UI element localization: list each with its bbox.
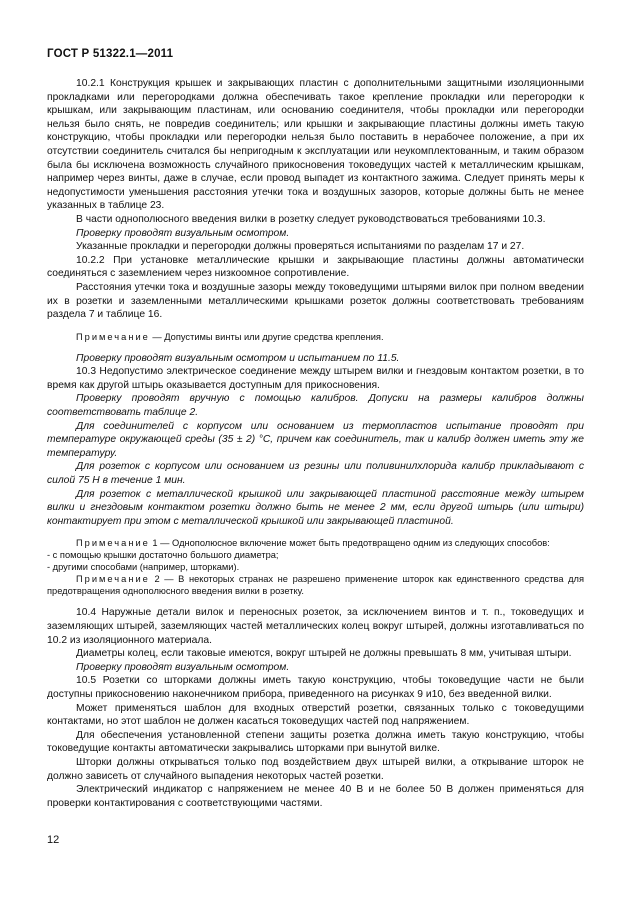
note-2 bbox=[47, 573, 584, 597]
page-number: 12 bbox=[47, 834, 60, 846]
note-text: 2 — В некоторых странах не разрешено применение шторок как единственного средства для предотвращения однополюсного введения вилки в розетку. bbox=[47, 574, 584, 597]
paragraph: Может применяться шаблон для входных отверстий розетки, связанных только с токоведущими контактами, но этот шаблон не должен касаться токоведущих частей под напряжением. bbox=[47, 702, 584, 728]
note-label: Примечание bbox=[76, 574, 150, 585]
check-paragraph: Для розеток с металлической крышкой или закрывающей пластиной расстояние между штырем вилки и гнездовым контактом розетки должно быть не менее 2 мм, если другой штырь (или штыри) контактирует при этом с металлической крышкой или закрывающей пластиной. bbox=[47, 488, 584, 527]
check-paragraph: Проверку проводят визуальным осмотром. bbox=[76, 661, 290, 673]
check-paragraph: Проверку проводят визуальным осмотром и испытанием по 11.5. bbox=[76, 352, 400, 364]
paragraph: Диаметры колец, если таковые имеются, вокруг штырей не должны превышать 8 мм, учитывая штыри. bbox=[76, 648, 572, 660]
paragraph: В части однополюсного введения вилки в розетку следует руководствоваться требованиями 10.3. bbox=[76, 213, 546, 225]
paragraph: 10.2.1 Конструкция крышек и закрывающих пластин с дополнительными защитными изоляционными прокладками или перегородками должна обеспечивать такое крепление прокладки или перегородки к крышкам, или закрывающим пластинам, или основанию соединителя, чтобы прокладки или перегородки нельзя было снять, не повредив соединитель; или крышки и закрывающие пластины должны иметь такую конструкцию, чтобы прокладки или перегородки нельзя было поставить в нерабочее положение, а при их отсутствии соединитель считался бы непригодным к эксплуатации или неукомплектованным, и таким образом была бы исключена возможность случайного прикосновения токоведущих частей к металлическим крышкам, например через винты, даже в случае, если провод выпадет из контактного зажима. Следует принять меры к недопустимости уменьшения расстояния утечки тока и воздушных зазоров, которые должны быть не менее указанных в таблице 23. bbox=[47, 78, 584, 212]
paragraph: Электрический индикатор с напряжением не менее 40 В и не более 50 В должен применяться для проверки контактирования с соответствующими частями. bbox=[47, 784, 584, 809]
paragraph: 10.2.2 При установке металлические крышки и закрывающие пластины должны автоматически соединяться с заземлением через низкоомное сопротивление. bbox=[47, 254, 584, 280]
list-item: - с помощью крышки достаточно большого диаметра; bbox=[47, 550, 279, 561]
note-label: Примечание bbox=[76, 538, 150, 549]
paragraph: Указанные прокладки и перегородки должны проверяться испытаниями по разделам 17 и 27. bbox=[76, 241, 525, 253]
paragraph: Для обеспечения установленной степени защиты розетка должна иметь такую конструкцию, чтобы токоведущие контакты автоматически закрывались шторками при вынутой вилке. bbox=[47, 729, 584, 755]
note-text: 1 — Однополюсное включение может быть предотвращено одним из следующих способов: bbox=[152, 538, 550, 549]
note-text: Допустимы винты или другие средства крепления. bbox=[164, 331, 384, 342]
check-paragraph: Проверку проводят визуальным осмотром. bbox=[76, 227, 290, 239]
note: Примечание — Допустимы винты или другие средства крепления. bbox=[76, 331, 384, 342]
note-label: Примечание bbox=[76, 331, 150, 342]
check-paragraph: Для соединителей с корпусом или основанием из термопластов испытание проводят при температуре окружающей среды (35 ± 2) °С, причем как соединитель, так и калибр должен иметь эту же температуру. bbox=[47, 420, 584, 459]
paragraph: Шторки должны открываться только под воздействием двух штырей вилки, а открывание шторок не должно зависеть от случайного выпадения некоторых частей розетки. bbox=[47, 756, 584, 782]
check-paragraph: Проверку проводят вручную с помощью калибров. Допуски на размеры калибров должны соответствовать таблице 2. bbox=[47, 393, 584, 419]
paragraph: 10.3 Недопустимо электрическое соединение между штырем вилки и гнездовым контактом розетки, в то время как другой штырь оказывается доступным для прикосновения. bbox=[47, 366, 584, 391]
check-paragraph: Для розеток с корпусом или основанием из резины или поливинилхлорида калибр прикладывают с силой 75 Н в течение 1 мин. bbox=[47, 461, 584, 487]
document-body bbox=[47, 77, 584, 810]
paragraph: Расстояния утечки тока и воздушные зазоры между токоведущими штырями вилок при полном введении их в розетки и заземленными металлическими крышками розеток должны соответствовать требованиям раздела 7 и таблице 16. bbox=[47, 281, 584, 321]
note-1 bbox=[47, 537, 584, 549]
paragraph: 10.5 Розетки со шторками должны иметь такую конструкцию, чтобы токоведущие части не были доступны прикосновению наконечником прибора, приведенного на рисунках 9 и10, без введенной вилки. bbox=[47, 675, 584, 700]
document-header: ГОСТ Р 51322.1—2011 bbox=[47, 48, 174, 60]
paragraph: 10.4 Наружные детали вилок и переносных розеток, за исключением винтов и т. п., токоведущих и заземляющих штырей, заземляющих частей металлических колец вокруг штырей, должны изготавливаться по 10.2 из изоляционного материала. bbox=[47, 607, 584, 646]
list-item: - другими способами (например, шторками). bbox=[47, 562, 240, 573]
